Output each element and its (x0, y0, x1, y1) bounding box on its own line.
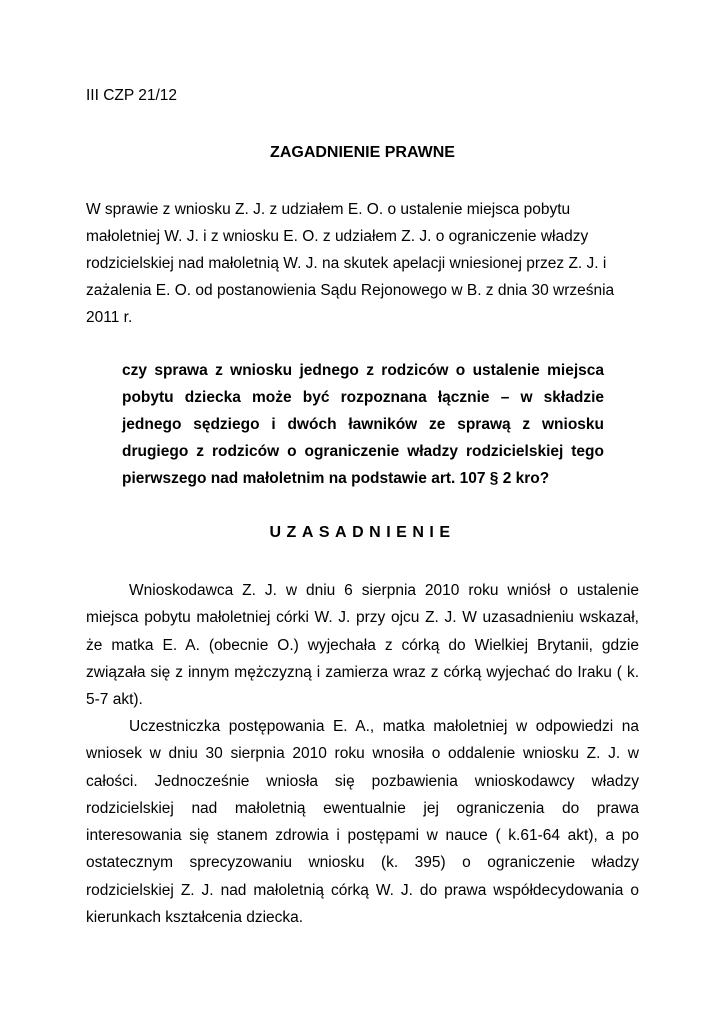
justification-heading: UZASADNIENIE (269, 524, 456, 541)
case-number: III CZP 21/12 (86, 87, 178, 104)
justification-paragraph: Wnioskodawca Z. J. w dniu 6 sierpnia 2010 roku wniósł o ustalenie miejsca pobytu małoletniej córki W. J. przy ojcu Z. J. W uzasadnieniu wskazał, że matka E. A. (obecnie O.) wyjechała z córką do Wielkiej Brytanii, gdzie związała się z innym mężczyzną i zamierza wraz z córką wyjechać do Iraku ( k. 5-7 akt). (86, 582, 639, 709)
legal-question: czy sprawa z wniosku jednego z rodziców o ustalenie miejsca pobytu dziecka może być rozpoznana łącznie – w składzie jednego sędziego i dwóch ławników ze sprawą z wniosku drugiego z rodziców o ograniczenie władzy rodzicielskiej tego pierwszego nad małoletnim na podstawie art. 107 § 2 kro? (122, 362, 604, 487)
document-title: ZAGADNIENIE PRAWNE (270, 144, 455, 161)
justification-paragraph: Uczestniczka postępowania E. A., matka małoletniej w odpowiedzi na wniosek w dniu 30 sierpnia 2010 roku wnosiła o oddalenie wniosku Z. J. w całości. Jednocześnie wniosła się pozbawienia wnioskodawcy władzy rodzicielskiej nad małoletnią ewentualnie jej ograniczenia do prawa interesowania się stanem zdrowia i postępami w nauce ( k.61-64 akt), a po ostatecznym sprecyzowaniu wniosku (k. 395) o ograniczenie władzy rodzicielskiej Z. J. nad małoletnią córką W. J. do prawa współdecydowania o kierunkach kształcenia dziecka. (86, 718, 639, 927)
intro-paragraph: W sprawie z wniosku Z. J. z udziałem E. O. o ustalenie miejsca pobytu małoletniej W. J. i z wniosku E. O. z udziałem Z. J. o ograniczenie władzy rodzicielskiej nad małoletnią W. J. na skutek apelacji wniesionej przez Z. J. i zażalenia E. O. od postanowienia Sądu Rejonowego w B. z dnia 30 września 2011 r. (86, 201, 615, 326)
